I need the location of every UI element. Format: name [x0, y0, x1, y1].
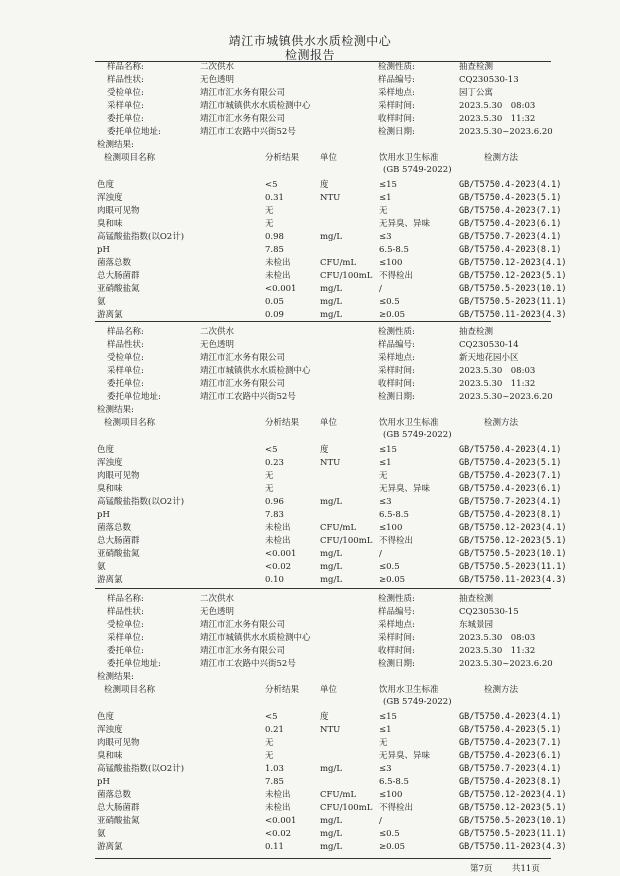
meta-value: 抽查检测 [459, 62, 494, 72]
sample-block [0, 62, 620, 322]
table-cell-standard: / [379, 816, 382, 826]
table-cell-standard: ≤15 [379, 712, 397, 722]
meta-value: 靖江市工农路中兴街52号 [200, 127, 296, 137]
table-cell-result: 7.85 [265, 245, 284, 255]
table-cell-result: 未检出 [265, 523, 291, 533]
table-cell-method: GB/T5750.4-2023(4.1) [459, 445, 562, 455]
table-cell-item: 总大肠菌群 [97, 271, 140, 281]
table-cell-result: 0.11 [265, 842, 284, 852]
table-cell-item: 臭和味 [97, 751, 123, 761]
table-cell-method: GB/T5750.4-2023(8.1) [459, 777, 562, 787]
table-cell-standard: 无异臭、异味 [379, 219, 431, 229]
meta-label: 检测性质: [378, 62, 415, 72]
table-cell-standard: / [379, 284, 382, 294]
table-cell-method: GB/T5750.5-2023(11.1) [459, 829, 567, 839]
meta-label: 受检单位: [107, 88, 144, 98]
bottom-rule [95, 858, 551, 859]
meta-label: 采样地点: [378, 353, 415, 363]
table-cell-standard: 无异臭、异味 [379, 484, 431, 494]
table-cell-result: 0.98 [265, 232, 284, 242]
table-cell-standard: ≤15 [379, 445, 397, 455]
meta-value: 新天地花园小区 [459, 353, 519, 363]
table-cell-standard: ≤3 [379, 497, 392, 507]
results-heading: 检测结果: [97, 672, 134, 682]
table-cell-standard: ≤1 [379, 725, 392, 735]
col-header-unit: 单位 [320, 685, 338, 695]
table-cell-result: <5 [265, 712, 278, 722]
table-cell-unit: CFU/100mL [320, 271, 373, 281]
table-cell-result: 无 [265, 206, 274, 216]
meta-label: 样品性状: [107, 607, 144, 617]
table-cell-item: 色度 [97, 445, 115, 455]
col-header-item: 检测项目名称 [104, 153, 156, 163]
table-cell-item: 游离氯 [97, 575, 123, 585]
meta-value: 2023.5.30 08:03 [459, 366, 536, 376]
table-cell-standard: 不得检出 [379, 536, 414, 546]
table-cell-unit: CFU/mL [320, 523, 357, 533]
meta-label: 采样单位: [107, 101, 144, 111]
meta-label: 样品性状: [107, 75, 144, 85]
meta-label: 采样地点: [378, 88, 415, 98]
table-cell-method: GB/T5750.4-2023(5.1) [459, 725, 562, 735]
table-cell-unit: mg/L [320, 310, 343, 320]
table-cell-item: 亚硝酸盐氮 [97, 549, 140, 559]
meta-value: 靖江市汇水务有限公司 [200, 379, 286, 389]
table-cell-item: 氨 [97, 297, 106, 307]
table-cell-unit: mg/L [320, 549, 343, 559]
meta-label: 采样时间: [378, 633, 415, 643]
table-cell-result: 7.83 [265, 510, 284, 520]
table-cell-result: 未检出 [265, 790, 291, 800]
col-header-standard-code: (GB 5749-2022) [383, 165, 452, 175]
meta-value: 2023.5.30 08:03 [459, 101, 536, 111]
table-cell-result: 1.03 [265, 764, 284, 774]
table-cell-standard: ≤3 [379, 764, 392, 774]
table-cell-unit: CFU/100mL [320, 536, 373, 546]
table-cell-result: 无 [265, 219, 274, 229]
table-cell-item: 高锰酸盐指数(以O2计) [97, 232, 185, 242]
col-header-unit: 单位 [320, 153, 338, 163]
col-header-method: 检测方法 [484, 418, 519, 428]
table-cell-item: 臭和味 [97, 219, 123, 229]
meta-label: 收样时间: [378, 114, 415, 124]
meta-value: 抽查检测 [459, 327, 494, 337]
meta-label: 采样时间: [378, 366, 415, 376]
table-cell-standard: 6.5-8.5 [379, 245, 409, 255]
table-cell-method: GB/T5750.4-2023(6.1) [459, 751, 562, 761]
meta-label: 采样地点: [378, 620, 415, 630]
table-cell-result: 0.05 [265, 297, 284, 307]
meta-label: 委托单位: [107, 646, 144, 656]
table-cell-item: 菌落总数 [97, 523, 132, 533]
table-cell-item: pH [97, 245, 110, 255]
meta-value: 靖江市汇水务有限公司 [200, 353, 286, 363]
table-cell-method: GB/T5750.7-2023(4.1) [459, 232, 562, 242]
meta-label: 样品编号: [378, 340, 415, 350]
table-cell-item: 菌落总数 [97, 790, 132, 800]
col-header-standard: 饮用水卫生标准 [379, 153, 439, 163]
table-cell-unit: CFU/mL [320, 790, 357, 800]
table-cell-item: 肉眼可见物 [97, 206, 140, 216]
meta-label: 样品名称: [107, 327, 144, 337]
table-cell-standard: ≤0.5 [379, 562, 400, 572]
table-cell-standard: ≥0.05 [379, 575, 406, 585]
table-cell-method: GB/T5750.12-2023(4.1) [459, 258, 567, 268]
table-cell-result: 0.31 [265, 193, 284, 203]
table-cell-item: 总大肠菌群 [97, 803, 140, 813]
meta-value: CQ230530-13 [459, 75, 519, 85]
table-cell-standard: 不得检出 [379, 271, 414, 281]
table-cell-item: pH [97, 777, 110, 787]
meta-label: 委托单位地址: [107, 127, 161, 137]
meta-label: 检测日期: [378, 127, 415, 137]
table-cell-unit: NTU [320, 725, 341, 735]
col-header-standard-code: (GB 5749-2022) [383, 430, 452, 440]
meta-label: 委托单位: [107, 379, 144, 389]
meta-value: 2023.5.30~2023.6.20 [459, 659, 553, 669]
meta-value: 二次供水 [200, 62, 235, 72]
col-header-standard: 饮用水卫生标准 [379, 418, 439, 428]
table-cell-item: pH [97, 510, 110, 520]
meta-value: 2023.5.30~2023.6.20 [459, 392, 553, 402]
meta-label: 样品编号: [378, 75, 415, 85]
table-cell-standard: ≤1 [379, 193, 392, 203]
table-cell-method: GB/T5750.4-2023(7.1) [459, 738, 562, 748]
table-cell-method: GB/T5750.4-2023(7.1) [459, 206, 562, 216]
table-cell-result: <0.001 [265, 549, 297, 559]
meta-value: 抽查检测 [459, 594, 494, 604]
meta-value: 靖江市汇水务有限公司 [200, 88, 286, 98]
table-cell-unit: mg/L [320, 842, 343, 852]
meta-label: 检测性质: [378, 594, 415, 604]
meta-value: 无色透明 [200, 75, 235, 85]
meta-label: 受检单位: [107, 620, 144, 630]
table-cell-result: 未检出 [265, 536, 291, 546]
meta-label: 样品编号: [378, 607, 415, 617]
table-cell-unit: NTU [320, 193, 341, 203]
meta-value: 2023.5.30 11:32 [459, 114, 536, 124]
table-cell-item: 游离氯 [97, 842, 123, 852]
table-cell-result: <0.02 [265, 829, 292, 839]
table-cell-method: GB/T5750.4-2023(6.1) [459, 484, 562, 494]
meta-value: 靖江市城镇供水水质检测中心 [200, 366, 311, 376]
table-cell-item: 浑浊度 [97, 458, 123, 468]
meta-value: 无色透明 [200, 607, 235, 617]
table-cell-result: 未检出 [265, 258, 291, 268]
table-cell-item: 菌落总数 [97, 258, 132, 268]
table-cell-result: <5 [265, 445, 278, 455]
table-cell-method: GB/T5750.12-2023(4.1) [459, 523, 567, 533]
table-cell-method: GB/T5750.12-2023(4.1) [459, 790, 567, 800]
table-cell-result: 0.10 [265, 575, 284, 585]
meta-label: 收样时间: [378, 646, 415, 656]
table-cell-standard: 无 [379, 738, 388, 748]
meta-label: 样品性状: [107, 340, 144, 350]
meta-label: 样品名称: [107, 62, 144, 72]
table-cell-unit: mg/L [320, 829, 343, 839]
table-cell-method: GB/T5750.12-2023(5.1) [459, 803, 567, 813]
table-cell-result: <5 [265, 180, 278, 190]
table-cell-unit: mg/L [320, 562, 343, 572]
page-number: 第7页 [470, 864, 493, 874]
col-header-result: 分析结果 [265, 685, 300, 695]
table-cell-result: 0.23 [265, 458, 284, 468]
results-heading: 检测结果: [97, 140, 134, 150]
table-cell-method: GB/T5750.4-2023(8.1) [459, 510, 562, 520]
table-cell-unit: CFU/100mL [320, 803, 373, 813]
meta-value: CQ230530-14 [459, 340, 519, 350]
table-cell-item: 臭和味 [97, 484, 123, 494]
table-cell-method: GB/T5750.11-2023(4.3) [459, 575, 567, 585]
org-title: 靖江市城镇供水水质检测中心 [228, 34, 392, 48]
meta-value: 2023.5.30 11:32 [459, 646, 536, 656]
table-cell-result: 无 [265, 471, 274, 481]
table-cell-item: 浑浊度 [97, 193, 123, 203]
table-cell-method: GB/T5750.5-2023(10.1) [459, 549, 567, 559]
meta-value: 靖江市工农路中兴街52号 [200, 659, 296, 669]
meta-value: 无色透明 [200, 340, 235, 350]
meta-value: 二次供水 [200, 594, 235, 604]
meta-label: 收样时间: [378, 379, 415, 389]
col-header-result: 分析结果 [265, 418, 300, 428]
table-cell-item: 游离氯 [97, 310, 123, 320]
table-cell-item: 色度 [97, 180, 115, 190]
meta-value: CQ230530-15 [459, 607, 519, 617]
col-header-unit: 单位 [320, 418, 338, 428]
table-cell-result: 0.09 [265, 310, 284, 320]
table-cell-standard: ≤0.5 [379, 297, 400, 307]
table-cell-method: GB/T5750.4-2023(5.1) [459, 458, 562, 468]
table-cell-method: GB/T5750.5-2023(10.1) [459, 284, 567, 294]
table-cell-result: 无 [265, 484, 274, 494]
table-cell-method: GB/T5750.4-2023(4.1) [459, 712, 562, 722]
table-cell-result: 无 [265, 751, 274, 761]
table-cell-standard: 无 [379, 206, 388, 216]
table-cell-unit: mg/L [320, 232, 343, 242]
meta-value: 东城景园 [459, 620, 494, 630]
table-cell-standard: ≤3 [379, 232, 392, 242]
table-cell-item: 总大肠菌群 [97, 536, 140, 546]
meta-value: 二次供水 [200, 327, 235, 337]
meta-value: 靖江市汇水务有限公司 [200, 620, 286, 630]
table-cell-result: <0.02 [265, 562, 292, 572]
table-cell-result: <0.001 [265, 816, 297, 826]
report-title: 检测报告 [284, 48, 335, 62]
table-cell-item: 氨 [97, 562, 106, 572]
meta-label: 样品名称: [107, 594, 144, 604]
table-cell-standard: 不得检出 [379, 803, 414, 813]
table-cell-unit: 度 [320, 712, 329, 722]
table-cell-standard: ≥0.05 [379, 842, 406, 852]
table-cell-unit: mg/L [320, 816, 343, 826]
meta-value: 靖江市城镇供水水质检测中心 [200, 633, 311, 643]
meta-label: 受检单位: [107, 353, 144, 363]
sample-block [0, 327, 620, 587]
table-cell-standard: ≤1 [379, 458, 392, 468]
meta-label: 检测性质: [378, 327, 415, 337]
table-cell-item: 氨 [97, 829, 106, 839]
meta-value: 2023.5.30~2023.6.20 [459, 127, 553, 137]
table-cell-result: 7.85 [265, 777, 284, 787]
table-cell-unit: mg/L [320, 497, 343, 507]
table-cell-method: GB/T5750.4-2023(5.1) [459, 193, 562, 203]
table-cell-method: GB/T5750.4-2023(7.1) [459, 471, 562, 481]
table-cell-standard: ≤100 [379, 258, 403, 268]
meta-value: 2023.5.30 08:03 [459, 633, 536, 643]
table-cell-unit: CFU/mL [320, 258, 357, 268]
table-cell-method: GB/T5750.12-2023(5.1) [459, 271, 567, 281]
table-cell-item: 肉眼可见物 [97, 738, 140, 748]
meta-value: 园丁公寓 [459, 88, 494, 98]
table-cell-method: GB/T5750.4-2023(6.1) [459, 219, 562, 229]
sample-block [0, 594, 620, 854]
table-cell-unit: NTU [320, 458, 341, 468]
table-cell-method: GB/T5750.5-2023(11.1) [459, 297, 567, 307]
table-cell-method: GB/T5750.4-2023(4.1) [459, 180, 562, 190]
col-header-method: 检测方法 [484, 685, 519, 695]
table-cell-item: 亚硝酸盐氮 [97, 816, 140, 826]
table-cell-item: 浑浊度 [97, 725, 123, 735]
meta-label: 采样单位: [107, 366, 144, 376]
table-cell-standard: ≤100 [379, 790, 403, 800]
meta-value: 2023.5.30 11:32 [459, 379, 536, 389]
table-cell-result: 0.21 [265, 725, 284, 735]
table-cell-method: GB/T5750.12-2023(5.1) [459, 536, 567, 546]
table-cell-unit: 度 [320, 445, 329, 455]
table-cell-item: 肉眼可见物 [97, 471, 140, 481]
meta-value: 靖江市汇水务有限公司 [200, 646, 286, 656]
col-header-item: 检测项目名称 [104, 418, 156, 428]
meta-value: 靖江市工农路中兴街52号 [200, 392, 296, 402]
meta-label: 委托单位: [107, 114, 144, 124]
table-cell-method: GB/T5750.5-2023(11.1) [459, 562, 567, 572]
meta-label: 采样单位: [107, 633, 144, 643]
table-cell-standard: ≥0.05 [379, 310, 406, 320]
meta-label: 委托单位地址: [107, 659, 161, 669]
table-cell-unit: mg/L [320, 764, 343, 774]
table-cell-item: 高锰酸盐指数(以O2计) [97, 764, 185, 774]
table-cell-standard: 无 [379, 471, 388, 481]
table-cell-result: 未检出 [265, 271, 291, 281]
meta-label: 委托单位地址: [107, 392, 161, 402]
meta-value: 靖江市汇水务有限公司 [200, 114, 286, 124]
meta-value: 靖江市城镇供水水质检测中心 [200, 101, 311, 111]
table-cell-standard: 无异臭、异味 [379, 751, 431, 761]
table-cell-item: 亚硝酸盐氮 [97, 284, 140, 294]
table-cell-item: 色度 [97, 712, 115, 722]
table-cell-result: <0.001 [265, 284, 297, 294]
table-cell-method: GB/T5750.7-2023(4.1) [459, 497, 562, 507]
col-header-standard-code: (GB 5749-2022) [383, 697, 452, 707]
table-cell-method: GB/T5750.5-2023(10.1) [459, 816, 567, 826]
table-cell-unit: mg/L [320, 284, 343, 294]
table-cell-standard: ≤15 [379, 180, 397, 190]
meta-label: 检测日期: [378, 659, 415, 669]
table-cell-standard: 6.5-8.5 [379, 777, 409, 787]
table-cell-unit: 度 [320, 180, 329, 190]
table-cell-method: GB/T5750.11-2023(4.3) [459, 310, 567, 320]
table-cell-standard: ≤0.5 [379, 829, 400, 839]
table-cell-method: GB/T5750.4-2023(8.1) [459, 245, 562, 255]
table-cell-item: 高锰酸盐指数(以O2计) [97, 497, 185, 507]
col-header-method: 检测方法 [484, 153, 519, 163]
meta-label: 采样时间: [378, 101, 415, 111]
meta-label: 检测日期: [378, 392, 415, 402]
table-cell-standard: 6.5-8.5 [379, 510, 409, 520]
table-cell-result: 无 [265, 738, 274, 748]
block-divider-2 [95, 588, 551, 589]
table-cell-result: 未检出 [265, 803, 291, 813]
table-cell-standard: ≤100 [379, 523, 403, 533]
table-cell-unit: mg/L [320, 575, 343, 585]
col-header-standard: 饮用水卫生标准 [379, 685, 439, 695]
table-cell-method: GB/T5750.11-2023(4.3) [459, 842, 567, 852]
table-cell-standard: / [379, 549, 382, 559]
col-header-result: 分析结果 [265, 153, 300, 163]
col-header-item: 检测项目名称 [104, 685, 156, 695]
page-total: 共11页 [512, 864, 540, 874]
table-cell-unit: mg/L [320, 297, 343, 307]
table-cell-method: GB/T5750.7-2023(4.1) [459, 764, 562, 774]
results-heading: 检测结果: [97, 405, 134, 415]
table-cell-result: 0.96 [265, 497, 284, 507]
